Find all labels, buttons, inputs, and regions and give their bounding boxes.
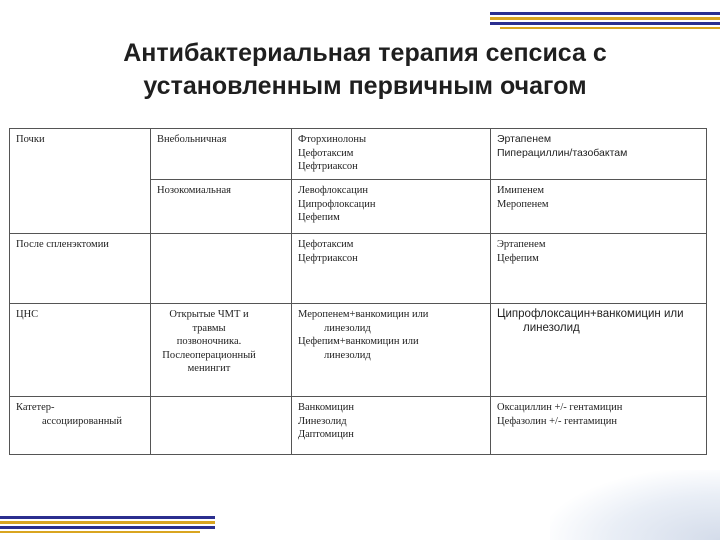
focus-cell: Катетер- ассоциированный	[10, 397, 151, 455]
decorative-stripes-bottom	[0, 510, 220, 540]
condition-cell: Внебольничная	[151, 129, 292, 180]
first-line-cell: Меропенем+ванкомицин или линезолид Цефепим+ванкомицин или линезолид	[292, 304, 491, 397]
first-line-cell: Ванкомицин Линезолид Даптомицин	[292, 397, 491, 455]
first-line-cell: Цефотаксим Цефтриаксон	[292, 234, 491, 304]
decorative-corner	[550, 470, 720, 540]
table-row	[10, 129, 707, 180]
alternative-cell: Эртапенем Пиперациллин/тазобактам	[491, 129, 707, 180]
first-line-cell: Левофлоксацин Ципрофлоксацин Цефепим	[292, 180, 491, 234]
condition-cell	[151, 234, 292, 304]
focus-cell: ЦНС	[10, 304, 151, 397]
title-line-2: установленным первичным очагом	[143, 72, 587, 100]
antibiotic-table	[9, 128, 707, 455]
alternative-cell: Оксациллин +/- гентамицин Цефазолин +/- гентамицин	[491, 397, 707, 455]
slide-title	[20, 37, 710, 103]
condition-cell: Открытые ЧМТ и травмы позвоночника. Послеоперационный менингит	[151, 304, 292, 397]
first-line-cell: Фторхинолоны Цефотаксим Цефтриаксон	[292, 129, 491, 180]
table-row	[10, 397, 707, 455]
condition-cell	[151, 397, 292, 455]
table-row	[10, 304, 707, 397]
decorative-stripes-top	[490, 0, 720, 40]
title-line-1: Антибактериальная терапия сепсиса с	[123, 39, 607, 67]
alternative-cell: Эртапенем Цефепим	[491, 234, 707, 304]
focus-cell: Почки	[10, 129, 151, 234]
alternative-cell: Ципрофлоксацин+ванкомицин или линезолид	[491, 304, 707, 397]
table-row	[10, 234, 707, 304]
condition-cell: Нозокомиальная	[151, 180, 292, 234]
alternative-cell: Имипенем Меропенем	[491, 180, 707, 234]
focus-cell: После спленэктомии	[10, 234, 151, 304]
